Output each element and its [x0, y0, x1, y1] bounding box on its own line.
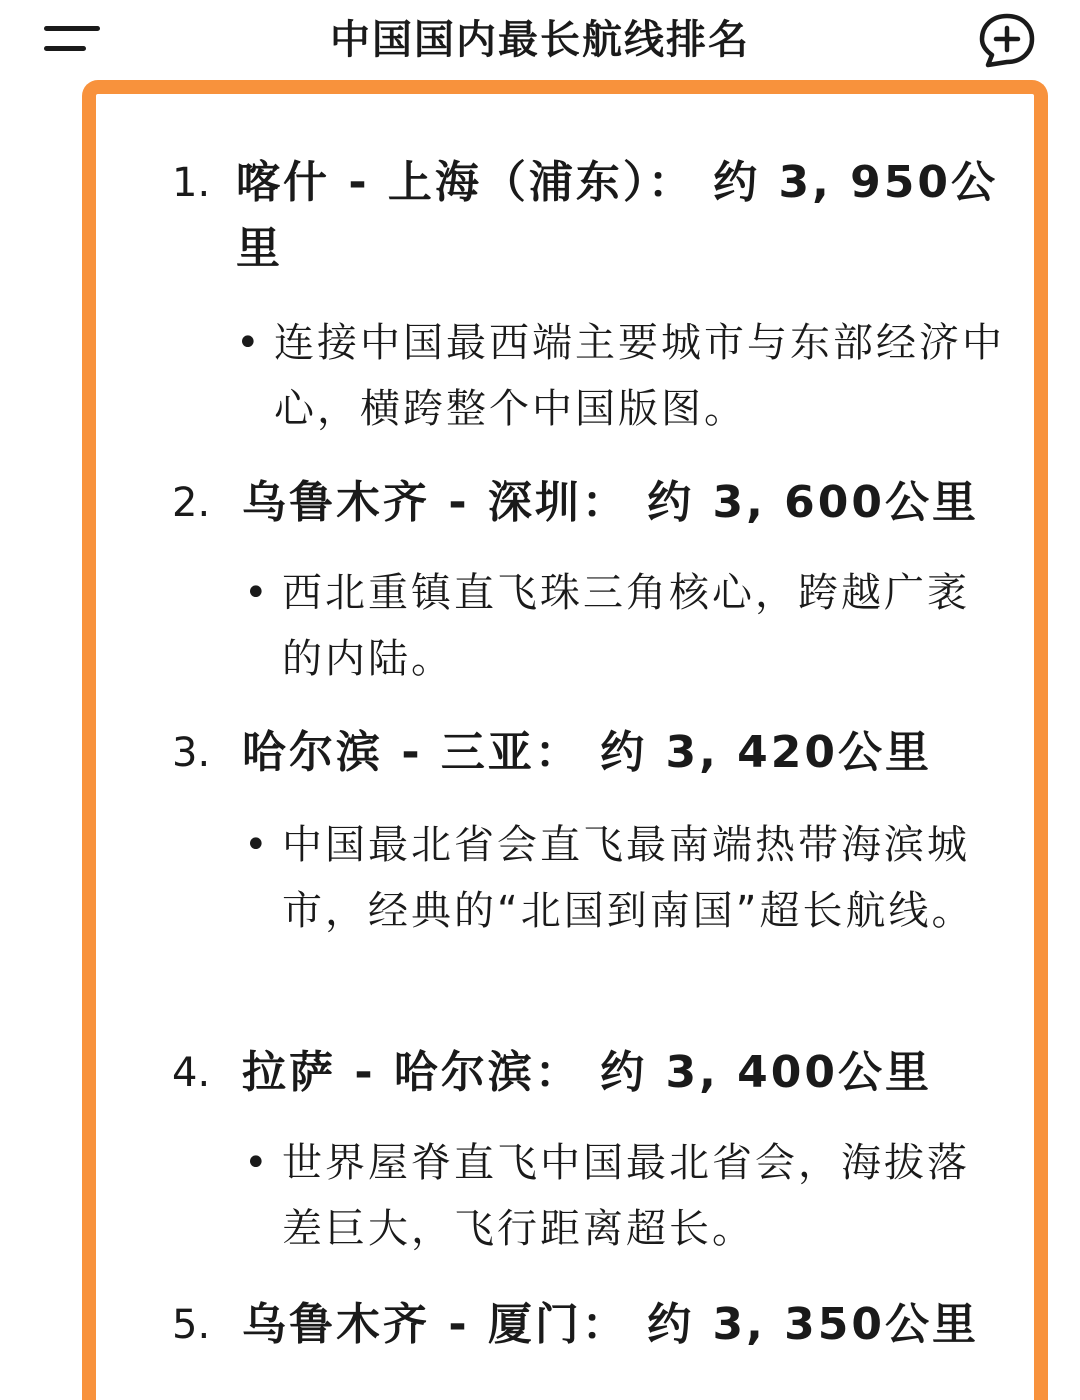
bullet-dot: •	[244, 570, 268, 616]
list-number: 3.	[172, 730, 211, 776]
list-number: 4.	[172, 1050, 211, 1096]
menu-icon	[44, 26, 100, 31]
page-title: 中国国内最长航线排名	[330, 17, 750, 63]
top-bar	[0, 0, 1080, 80]
list-number: 5.	[172, 1302, 211, 1348]
route-title: 乌鲁木齐 - 厦门： 约 3, 350公里	[242, 1299, 980, 1350]
route-description: 世界屋脊直飞中国最北省会，海拔落差巨大，飞行距离超长。	[282, 1140, 970, 1252]
route-description: 中国最北省会直飞最南端热带海滨城市，经典的“北国到南国”超长航线。	[282, 822, 975, 934]
bullet-dot: •	[236, 320, 260, 366]
new-chat-icon	[972, 10, 1042, 70]
route-title: 喀什 - 上海（浦东）： 约 3, 950公里	[236, 157, 999, 274]
new-chat-button[interactable]	[972, 10, 1042, 70]
route-title: 拉萨 - 哈尔滨： 约 3, 400公里	[242, 1047, 933, 1098]
route-title: 乌鲁木齐 - 深圳： 约 3, 600公里	[242, 477, 980, 528]
list-number: 2.	[172, 480, 211, 526]
bullet-dot: •	[244, 822, 268, 868]
route-description: 连接中国最西端主要城市与东部经济中心，横跨整个中国版图。	[274, 320, 1005, 432]
route-description: 西北重镇直飞珠三角核心，跨越广袤的内陆。	[282, 570, 970, 682]
list-number: 1.	[172, 160, 211, 206]
menu-button[interactable]	[40, 18, 104, 62]
bullet-dot: •	[244, 1140, 268, 1186]
route-title: 哈尔滨 - 三亚： 约 3, 420公里	[242, 727, 933, 778]
